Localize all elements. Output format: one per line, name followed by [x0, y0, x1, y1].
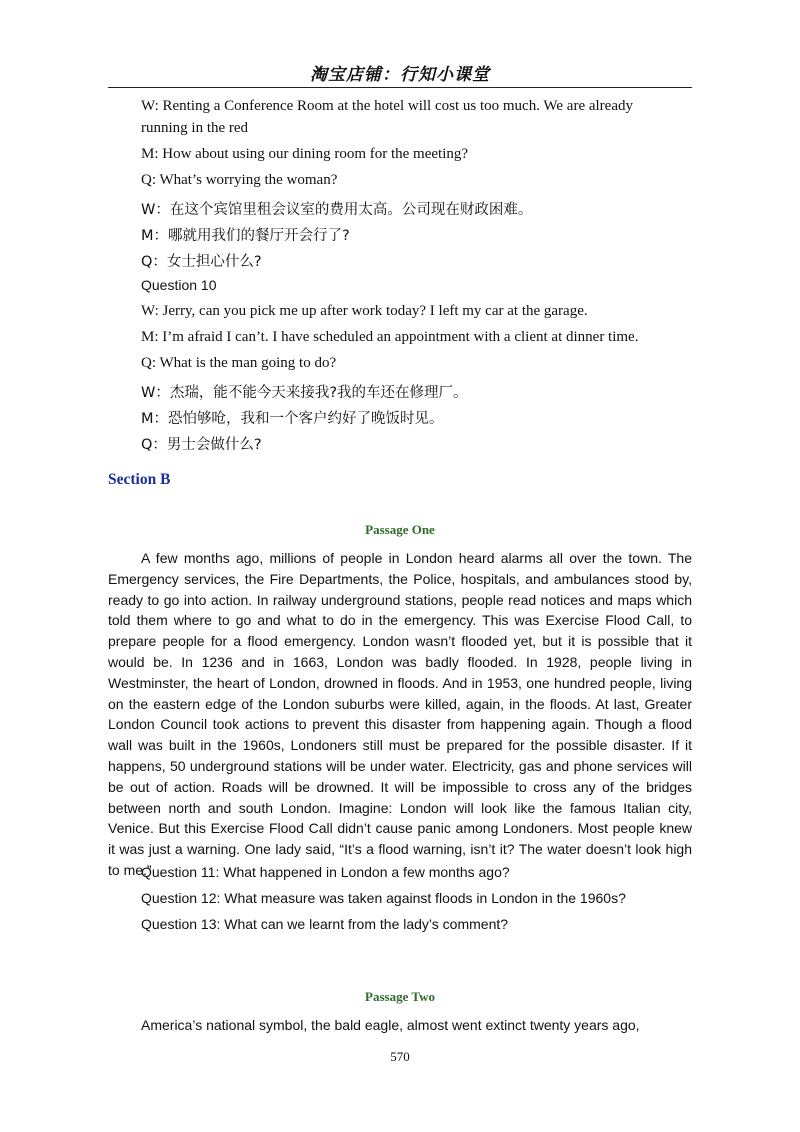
q10-dialogue-w-chinese: W：杰瑞，能不能今天来接我?我的车还在修理厂。 [141, 385, 468, 401]
question-13: Question 13: What can we learnt from the lady’s comment? [141, 916, 509, 932]
passage-two-title: Passage Two [365, 989, 435, 1004]
q10-dialogue-q: Q: What is the man going to do? [141, 355, 337, 371]
page-number: 570 [390, 1049, 410, 1064]
question-11: Question 11: What happened in London a few months ago? [141, 864, 510, 880]
passage-one-title: Passage One [365, 522, 435, 537]
q10-dialogue-q-chinese: Q：男士会做什么? [141, 437, 262, 453]
q10-dialogue-m-chinese: M：恐怕够呛，我和一个客户约好了晚饭时见。 [141, 411, 444, 427]
dialogue-m: M: How about using our dining room for the meeting? [141, 146, 469, 162]
question-12: Question 12: What measure was taken against floods in London in the 1960s? [141, 890, 626, 906]
passage-two-body: America’s national symbol, the bald eagle, almost went extinct twenty years ago, [141, 1017, 640, 1033]
question-10-heading: Question 10 [141, 277, 217, 293]
dialogue-w-line1: W: Renting a Conference Room at the hotel will cost us too much. We are already [141, 98, 633, 114]
dialogue-w-line2: running in the red [141, 120, 249, 136]
passage-one-body: A few months ago, millions of people in London heard alarms all over the town. The Emergency services, the Fire Departments, the Police, hospitals, and ambulances stood by, ready to go into action. In railway underground stations, people read notices and maps which told them where to go and what to do in the emergency. This was Exercise Flood Call, to prepare people for a flood emergency. London wasn’t flooded yet, but it is possible that it would be. In 1236 and in 1663, London was badly flooded. In 1928, people living in Westminster, the heart of London, drowned in floods. And in 1953, one hundred people, living on the eastern edge of the London suburbs were killed, again, in the floods. At last, Greater London Council took actions to prevent this disaster from happening again. Though a flood wall was built in the 1960s, Londoners still must be prepared for the possible disaster. If it happens, 50 underground stations will be under water. Electricity, gas and phone services will be out of action. Roads will be drowned. It will be impossible to cross any of the bridges between north and south London. Imagine: London will look like the famous Italian city, Venice. But this Exercise Flood Call didn’t cause panic among Londoners. Most people knew it was just a warning. One lady said, “It’s a flood warning, isn’t it? The water doesn’t look high to me.” [108, 550, 692, 878]
dialogue-m-chinese: M：哪就用我们的餐厅开会行了? [141, 228, 350, 244]
section-b-heading: Section B [108, 471, 171, 488]
dialogue-q-chinese: Q：女士担心什么? [141, 254, 262, 270]
dialogue-q: Q: What’s worrying the woman? [141, 172, 338, 188]
q10-dialogue-m: M: I’m afraid I can’t. I have scheduled an appointment with a client at dinner time. [141, 329, 639, 345]
page-header-title: 淘宝店铺：行知小课堂 [310, 65, 490, 85]
dialogue-w-chinese: W：在这个宾馆里租会议室的费用太高。公司现在财政困难。 [141, 202, 533, 218]
q10-dialogue-w: W: Jerry, can you pick me up after work today? I left my car at the garage. [141, 303, 588, 319]
header-divider [108, 87, 692, 88]
